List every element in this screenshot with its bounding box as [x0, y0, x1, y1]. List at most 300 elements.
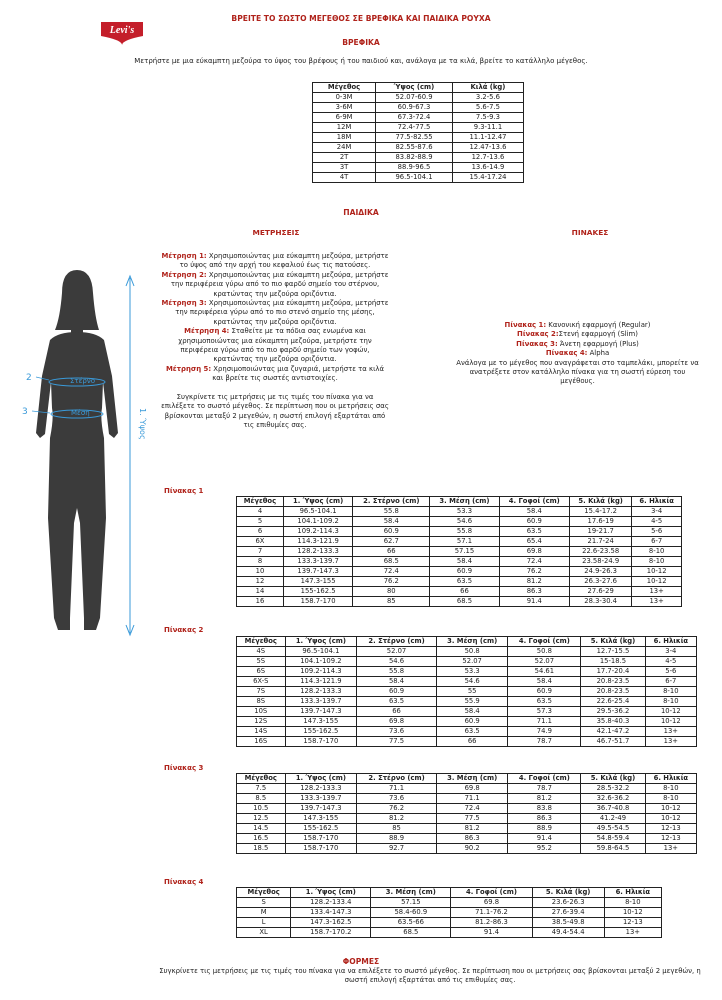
table-cell: XL — [237, 928, 291, 938]
table-cell: 28.3-30.4 — [570, 597, 632, 607]
table-cell: 72.4 — [499, 557, 569, 567]
table-cell: 12.7-15.5 — [581, 647, 645, 657]
column-header: Μέγεθος — [237, 888, 291, 898]
table-cell: 60.9 — [499, 517, 569, 527]
table-cell: 4 — [237, 507, 284, 517]
table-cell: 81.2-86.3 — [451, 918, 532, 928]
table-cell: 18M — [313, 133, 376, 143]
column-header: 3. Μέση (cm) — [436, 774, 508, 784]
table-row — [237, 597, 682, 607]
table-cell: 58.4 — [436, 707, 508, 717]
table-cell: 58.4 — [508, 677, 581, 687]
table-row — [237, 577, 682, 587]
baby-size-table — [312, 82, 524, 183]
table-cell: 128.2-133.3 — [285, 687, 357, 697]
table-cell: 55 — [436, 687, 508, 697]
table-cell: 66 — [357, 707, 437, 717]
table-cell: 14S — [237, 727, 286, 737]
table-cell: 104.1-109.2 — [283, 517, 352, 527]
table-cell: 13+ — [645, 727, 696, 737]
tables-heading: ΠΙΝΑΚΕΣ — [571, 228, 609, 237]
table-cell: 158.7-170 — [285, 834, 357, 844]
column-header: 3. Μέση (cm) — [430, 497, 499, 507]
table-cell: 71.1-76.2 — [451, 908, 532, 918]
table-cell: 10S — [237, 707, 286, 717]
table-cell: 155-162.5 — [285, 824, 357, 834]
table-row — [313, 123, 524, 133]
table-cell: 4-5 — [645, 657, 696, 667]
table-cell: 12-13 — [645, 834, 696, 844]
table4 — [236, 887, 662, 938]
table-cell: 2T — [313, 153, 376, 163]
table-cell: 88.9 — [508, 824, 581, 834]
table-cell: 16S — [237, 737, 286, 747]
table-cell: 60.9 — [357, 687, 437, 697]
table-cell: 96.5-104.1 — [283, 507, 352, 517]
table-cell: 8-10 — [645, 784, 696, 794]
table-cell: 68.5 — [430, 597, 499, 607]
table-cell: 12S — [237, 717, 286, 727]
column-header: 1. Ύψος (cm) — [285, 637, 357, 647]
table-cell: 3-6M — [313, 103, 376, 113]
table-cell: 67.3-72.4 — [376, 113, 453, 123]
table-cell: 53.3 — [430, 507, 499, 517]
table-cell: 63.5-66 — [371, 918, 451, 928]
column-header: 4. Γοφοί (cm) — [508, 774, 581, 784]
table-cell: 12M — [313, 123, 376, 133]
table-cell: 20.8-23.5 — [581, 677, 645, 687]
table-cell: 58.4 — [430, 557, 499, 567]
table-row — [237, 794, 697, 804]
table-cell: 12.7-13.6 — [452, 153, 523, 163]
table-cell: 66 — [353, 547, 430, 557]
table1 — [236, 496, 682, 607]
table-row — [237, 844, 697, 854]
table-cell: M — [237, 908, 291, 918]
table-cell: 17.7-20.4 — [581, 667, 645, 677]
table-cell: 55.8 — [353, 507, 430, 517]
table-cell: 57.3 — [508, 707, 581, 717]
body-silhouette-icon — [36, 270, 118, 630]
table-cell: 49.4-54.4 — [532, 928, 604, 938]
table-row — [237, 804, 697, 814]
column-header: 3. Μέση (cm) — [371, 888, 451, 898]
table-cell: 17.6-19 — [570, 517, 632, 527]
table-cell: 54.6 — [436, 677, 508, 687]
table3 — [236, 773, 697, 854]
table-cell: 32.6-36.2 — [581, 794, 645, 804]
table-cell: 92.7 — [357, 844, 437, 854]
table-cell: 68.5 — [371, 928, 451, 938]
table-cell: 155-162.5 — [283, 587, 352, 597]
table-cell: 63.5 — [357, 697, 437, 707]
table-cell: 72.4 — [353, 567, 430, 577]
table-cell: 58.4 — [499, 507, 569, 517]
table-cell: 12.5 — [237, 814, 286, 824]
table-row — [237, 537, 682, 547]
table-cell: 86.3 — [508, 814, 581, 824]
table-row — [237, 898, 662, 908]
svg-text:Levi's: Levi's — [109, 25, 135, 36]
table-cell: 139.7-147.3 — [285, 804, 357, 814]
table3-title: Πίνακας 3 — [164, 764, 204, 772]
table-cell: 5-6 — [632, 527, 682, 537]
table-cell: 85 — [353, 597, 430, 607]
table-cell: 8-10 — [604, 898, 661, 908]
table-cell: 24.9-26.3 — [570, 567, 632, 577]
table-cell: 66 — [430, 587, 499, 597]
table-cell: 54.6 — [430, 517, 499, 527]
table-cell: 73.6 — [357, 727, 437, 737]
column-header: 5. Κιλά (kg) — [570, 497, 632, 507]
table-row — [237, 918, 662, 928]
table-cell: 20.8-23.5 — [581, 687, 645, 697]
table-cell: 9.3-11.1 — [452, 123, 523, 133]
page-title: ΒΡΕΙΤΕ ΤΟ ΣΩΣΤΟ ΜΕΓΕΘΟΣ ΣΕ ΒΡΕΦΙΚΑ ΚΑΙ ΠΑΙΔΙΚΑ ΡΟΥΧΑ — [231, 14, 491, 23]
table-cell: 8 — [237, 557, 284, 567]
table-cell: 91.4 — [451, 928, 532, 938]
table-row — [237, 667, 697, 677]
table-cell: 7.5 — [237, 784, 286, 794]
table-cell: 10-12 — [645, 814, 696, 824]
table-cell: 54.61 — [508, 667, 581, 677]
table-cell: 76.2 — [357, 804, 437, 814]
table-cell: 74.9 — [508, 727, 581, 737]
table-cell: 57.15 — [371, 898, 451, 908]
table-cell: 10-12 — [632, 567, 682, 577]
table-cell: L — [237, 918, 291, 928]
table-cell: 81.2 — [357, 814, 437, 824]
table-cell: 147.3-155 — [285, 717, 357, 727]
table-cell: 52.07 — [436, 657, 508, 667]
table-row — [237, 657, 697, 667]
measurement-instructions: Μέτρηση 1: Χρησιμοποιώντας μια εύκαμπτη μεζούρα, μετρήστε το ύψος από την αρχή του κεφαλιού έως τις πατούσες. Μέτρηση 2: Χρησιμοποιώντας μια εύκαμπτη μεζούρα, μετρήστε την περιφέρεια γύρω από το πιο φαρδύ σημείο του στέρνου, κρατώντας την μεζούρα οριζόντια. Μέτρηση 3: Χρησιμοποιώντας μια εύκαμπτη μεζούρα, μετρήστε την περιφέρεια γύρω από το πιο στενό σημείο της μέσης, κρατώντας την μεζούρα οριζόντια. Μέτρηση 4: Σταθείτε με τα πόδια σας ενωμένα και χρησιμοποιώντας μια εύκαμπτη μεζούρα, μετρήστε την περιφέρεια γύρω από το πιο φαρδύ σημείο των γοφών, κρατώντας την μεζούρα οριζόντια. Μέτρηση 5: Χρησιμοποιώντας μια ζυγαριά, μετρήστε τα κιλά και βρείτε τις σωστές αντιστοιχίες. Συγκρίνετε τις μετρήσεις με τις τιμές του πίνακα για να επιλέξετε το σωστό μέγεθος. Σε περίπτωση που οι μετρήσεις σας βρίσκονται μεταξύ 2 μεγεθών, η σωστή επιλογή εξαρτάται από τις επιθυμίες σας. — [161, 252, 389, 429]
table-row — [237, 814, 697, 824]
table-cell: 27.6-29 — [570, 587, 632, 597]
table-cell: 55.8 — [430, 527, 499, 537]
table-cell: 15.4-17.24 — [452, 173, 523, 183]
table-cell: 90.2 — [436, 844, 508, 854]
table-cell: 8-10 — [645, 687, 696, 697]
table-cell: 71.1 — [436, 794, 508, 804]
table-cell: 57.1 — [430, 537, 499, 547]
table-cell: 53.3 — [436, 667, 508, 677]
table-cell: 54.8-59.4 — [581, 834, 645, 844]
table-cell: 128.2-133.4 — [291, 898, 371, 908]
table-cell: 95.2 — [508, 844, 581, 854]
table-cell: 13.6-14.9 — [452, 163, 523, 173]
height-label: 1. Ύψος — [138, 408, 147, 440]
table-row — [237, 737, 697, 747]
child-figure — [0, 258, 165, 643]
table-row — [237, 527, 682, 537]
column-header: 4. Γοφοί (cm) — [508, 637, 581, 647]
table-cell: 158.7-170 — [285, 844, 357, 854]
table-row — [237, 784, 697, 794]
table-cell: 3T — [313, 163, 376, 173]
table-cell: 7.5-9.3 — [452, 113, 523, 123]
table-cell: 5S — [237, 657, 286, 667]
table-cell: 80 — [353, 587, 430, 597]
table-cell: 139.7-147.3 — [285, 707, 357, 717]
table-cell: 22.6-23.58 — [570, 547, 632, 557]
table-cell: 60.9 — [436, 717, 508, 727]
table-cell: 69.8 — [499, 547, 569, 557]
table-cell: 18.5 — [237, 844, 286, 854]
table1-title: Πίνακας 1 — [164, 487, 204, 495]
table-cell: 133.4-147.3 — [291, 908, 371, 918]
table-cell: 0-3M — [313, 93, 376, 103]
table-cell: 52.07 — [508, 657, 581, 667]
table-row — [313, 93, 524, 103]
table-cell: 91.4 — [499, 597, 569, 607]
table-row — [237, 677, 697, 687]
column-header: 2. Στέρνο (cm) — [353, 497, 430, 507]
table-cell: 16.5 — [237, 834, 286, 844]
label-2: 2 — [26, 373, 32, 383]
table-cell: 158.7-170 — [285, 737, 357, 747]
table-cell: 24M — [313, 143, 376, 153]
table-cell: 83.8 — [508, 804, 581, 814]
table-cell: 155-162.5 — [285, 727, 357, 737]
table-cell: 158.7-170 — [283, 597, 352, 607]
table-cell: 3-4 — [645, 647, 696, 657]
table-cell: 13+ — [604, 928, 661, 938]
table-cell: 62.7 — [353, 537, 430, 547]
table-cell: 6X — [237, 537, 284, 547]
tables-explanation: Πίνακας 1: Κανονική εφαρμογή (Regular) Πίνακας 2:Στενή εφαρμογή (Slim) Πίνακας 3: Άνετη εφαρμογή (Plus) Πίνακας 4: Alpha Ανάλογα με το μέγεθος που αναγράφεται στο ταμπελάκι, μπορείτε να ανατρέξετε στον κατάλληλο πίνακα για τη σωστή εύρεση του μεγέθους. — [456, 321, 699, 386]
column-header: 4. Γοφοί (cm) — [451, 888, 532, 898]
table-cell: 77.5 — [357, 737, 437, 747]
table-cell: 4-5 — [632, 517, 682, 527]
table-row — [237, 517, 682, 527]
table-cell: 71.1 — [508, 717, 581, 727]
table-cell: S — [237, 898, 291, 908]
table-cell: 4T — [313, 173, 376, 183]
table-cell: 68.5 — [353, 557, 430, 567]
table-cell: 11.1-12.47 — [452, 133, 523, 143]
table-cell: 13+ — [645, 737, 696, 747]
table-cell: 14 — [237, 587, 284, 597]
table-cell: 114.3-121.9 — [285, 677, 357, 687]
table-cell: 109.2-114.3 — [283, 527, 352, 537]
column-header: 5. Κιλά (kg) — [581, 774, 645, 784]
table-cell: 50.8 — [436, 647, 508, 657]
table-cell: 63.5 — [508, 697, 581, 707]
table-cell: 6X-S — [237, 677, 286, 687]
table-row — [313, 113, 524, 123]
column-header: Μέγεθος — [237, 774, 286, 784]
table-cell: 77.5-82.55 — [376, 133, 453, 143]
table-cell: 128.2-133.3 — [285, 784, 357, 794]
table-cell: 63.5 — [499, 527, 569, 537]
table-cell: 104.1-109.2 — [285, 657, 357, 667]
table-cell: 83.82-88.9 — [376, 153, 453, 163]
table-row — [237, 647, 697, 657]
table-cell: 78.7 — [508, 784, 581, 794]
column-header: Μέγεθος — [313, 83, 376, 93]
table-cell: 4S — [237, 647, 286, 657]
table-cell: 15.4-17.2 — [570, 507, 632, 517]
table-cell: 58.4-60.9 — [371, 908, 451, 918]
column-header: 4. Γοφοί (cm) — [499, 497, 569, 507]
table-row — [237, 717, 697, 727]
table-cell: 52.07 — [357, 647, 437, 657]
table-cell: 76.2 — [499, 567, 569, 577]
table-row — [313, 133, 524, 143]
table-cell: 12-13 — [645, 824, 696, 834]
table-cell: 158.7-170.2 — [291, 928, 371, 938]
table-cell: 12-13 — [604, 918, 661, 928]
column-header: 2. Στέρνο (cm) — [357, 637, 437, 647]
table-cell: 8-10 — [645, 794, 696, 804]
table-cell: 36.7-40.8 — [581, 804, 645, 814]
table-cell: 28.5-32.2 — [581, 784, 645, 794]
table-cell: 3-4 — [632, 507, 682, 517]
measurements-heading: ΜΕΤΡΗΣΕΙΣ — [252, 228, 300, 237]
table-cell: 59.8-64.5 — [581, 844, 645, 854]
kids-heading: ΠΑΙΔΙΚΑ — [343, 208, 379, 217]
table-cell: 69.8 — [451, 898, 532, 908]
table-cell: 10-12 — [632, 577, 682, 587]
column-header: 6. Ηλικία — [604, 888, 661, 898]
table-cell: 35.8-40.3 — [581, 717, 645, 727]
table-cell: 88.9 — [357, 834, 437, 844]
table-cell: 8-10 — [632, 547, 682, 557]
table-cell: 15-18.5 — [581, 657, 645, 667]
table-cell: 66 — [436, 737, 508, 747]
table-cell: 72.4-77.5 — [376, 123, 453, 133]
table-cell: 81.2 — [508, 794, 581, 804]
table-row — [313, 143, 524, 153]
table-row — [313, 103, 524, 113]
table-cell: 76.2 — [353, 577, 430, 587]
table-cell: 12 — [237, 577, 284, 587]
table-cell: 13+ — [645, 844, 696, 854]
table-cell: 96.5-104.1 — [285, 647, 357, 657]
table-cell: 10.5 — [237, 804, 286, 814]
table-cell: 71.1 — [357, 784, 437, 794]
table-cell: 10-12 — [645, 707, 696, 717]
label-3: 3 — [22, 407, 28, 417]
table-cell: 69.8 — [357, 717, 437, 727]
table-cell: 55.9 — [436, 697, 508, 707]
table4-title: Πίνακας 4 — [164, 878, 204, 886]
table-cell: 81.2 — [436, 824, 508, 834]
table-row — [237, 707, 697, 717]
table-cell: 73.6 — [357, 794, 437, 804]
table-cell: 82.55-87.6 — [376, 143, 453, 153]
table-cell: 63.5 — [436, 727, 508, 737]
column-header: 6. Ηλικία — [632, 497, 682, 507]
column-header: Μέγεθος — [237, 497, 284, 507]
column-header: 6. Ηλικία — [645, 637, 696, 647]
table2-title: Πίνακας 2 — [164, 626, 204, 634]
table-cell: 147.3-162.5 — [291, 918, 371, 928]
table-cell: 69.8 — [436, 784, 508, 794]
table-cell: 147.3-155 — [283, 577, 352, 587]
column-header: Ύψος (cm) — [376, 83, 453, 93]
table-row — [237, 687, 697, 697]
column-header: 3. Μέση (cm) — [436, 637, 508, 647]
table-cell: 77.5 — [436, 814, 508, 824]
footer-text: Συγκρίνετε τις μετρήσεις με τις τιμές του πίνακα για να επιλέξετε το σωστό μέγεθος. Σε περίπτωση που οι μετρήσεις σας βρίσκονται μεταξύ 2 μεγεθών, η σωστή επιλογή εξαρτάται από τις επιθυμίες σας. — [159, 967, 701, 985]
table-cell: 133.3-139.7 — [285, 794, 357, 804]
table-row — [237, 727, 697, 737]
table-cell: 19-21.7 — [570, 527, 632, 537]
column-header: 2. Στέρνο (cm) — [357, 774, 437, 784]
table-row — [237, 824, 697, 834]
table-cell: 88.9-96.5 — [376, 163, 453, 173]
table-cell: 6-7 — [645, 677, 696, 687]
column-header: 6. Ηλικία — [645, 774, 696, 784]
table-cell: 60.9 — [353, 527, 430, 537]
table-cell: 96.5-104.1 — [376, 173, 453, 183]
table-cell: 54.6 — [357, 657, 437, 667]
table-cell: 65.4 — [499, 537, 569, 547]
table-cell: 3.2-5.6 — [452, 93, 523, 103]
table-cell: 10-12 — [645, 804, 696, 814]
table-cell: 10-12 — [645, 717, 696, 727]
table-cell: 86.3 — [436, 834, 508, 844]
table-cell: 6 — [237, 527, 284, 537]
table-cell: 133.3-139.7 — [285, 697, 357, 707]
table-cell: 109.2-114.3 — [285, 667, 357, 677]
table-cell: 7S — [237, 687, 286, 697]
table-cell: 147.3-155 — [285, 814, 357, 824]
table-cell: 10-12 — [604, 908, 661, 918]
table-cell: 14.5 — [237, 824, 286, 834]
table-cell: 42.1-47.2 — [581, 727, 645, 737]
table-row — [237, 547, 682, 557]
table-cell: 23.58-24.9 — [570, 557, 632, 567]
table-cell: 85 — [357, 824, 437, 834]
table-cell: 6-7 — [632, 537, 682, 547]
table-cell: 8-10 — [632, 557, 682, 567]
table-cell: 6S — [237, 667, 286, 677]
table-cell: 128.2-133.3 — [283, 547, 352, 557]
table-cell: 13+ — [632, 597, 682, 607]
table-row — [237, 557, 682, 567]
column-header: 5. Κιλά (kg) — [581, 637, 645, 647]
table-cell: 139.7-147.3 — [283, 567, 352, 577]
table-row — [237, 507, 682, 517]
table-cell: 6-9M — [313, 113, 376, 123]
table-cell: 86.3 — [499, 587, 569, 597]
footer-heading: ΦΟΡΜΕΣ — [342, 957, 380, 966]
table-cell: 91.4 — [508, 834, 581, 844]
column-header: Κιλά (kg) — [452, 83, 523, 93]
table-cell: 10 — [237, 567, 284, 577]
table-cell: 5.6-7.5 — [452, 103, 523, 113]
table-cell: 114.3-121.9 — [283, 537, 352, 547]
column-header: 1. Ύψος (cm) — [283, 497, 352, 507]
table-cell: 58.4 — [353, 517, 430, 527]
table-cell: 60.9 — [508, 687, 581, 697]
table-cell: 12.47-13.6 — [452, 143, 523, 153]
table-cell: 50.8 — [508, 647, 581, 657]
chest-label: Στέρνο — [70, 377, 96, 385]
table-cell: 46.7-51.7 — [581, 737, 645, 747]
table-row — [237, 834, 697, 844]
table-cell: 78.7 — [508, 737, 581, 747]
baby-heading: ΒΡΕΦΙΚΑ — [342, 38, 380, 47]
table-cell: 7 — [237, 547, 284, 557]
table-cell: 26.3-27.6 — [570, 577, 632, 587]
table-cell: 8.5 — [237, 794, 286, 804]
table-row — [313, 163, 524, 173]
table-cell: 49.5-54.5 — [581, 824, 645, 834]
